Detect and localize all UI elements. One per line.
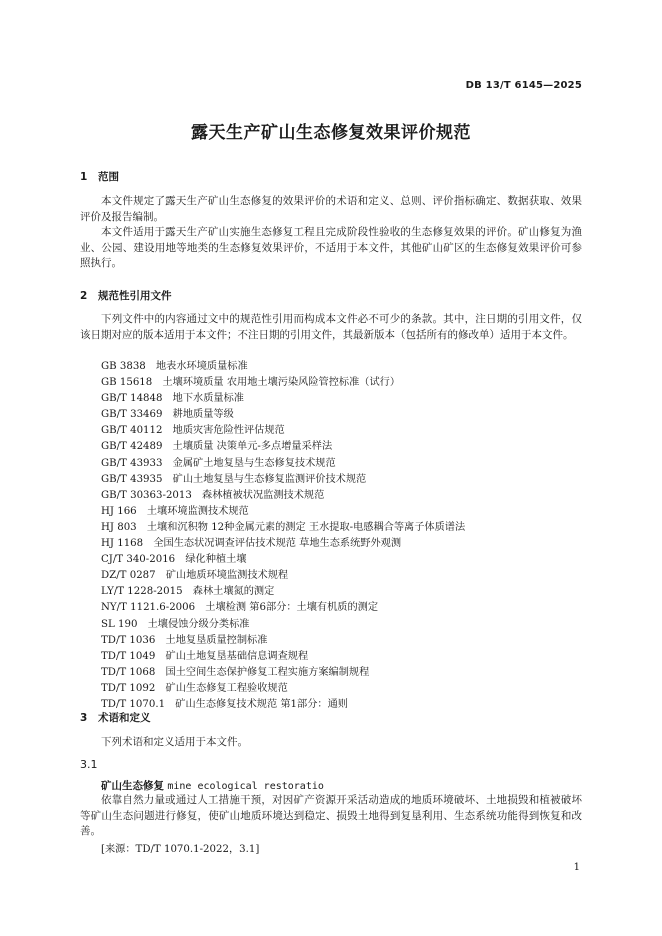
reference-item: NY/T 1121.6-2006 土壤检测 第6部分：土壤有机质的测定 — [101, 602, 379, 614]
term-name — [101, 778, 324, 793]
term-definition: 依靠自然力量或通过人工措施干预，对因矿产资源开采活动造成的地质环境破坏、土地损毁和植被破坏等矿山生态问题进行修复，使矿山地质环境达到稳定、损毁土地得到复垦利用、生态系统功能得到恢复和改善。 — [80, 794, 582, 837]
standard-code: DB 13/T 6145—2025 — [465, 80, 582, 91]
reference-item: GB/T 30363-2013 森林植被状况监测技术规范 — [101, 489, 325, 501]
document-title: 露天生产矿山生态修复效果评价规范 — [191, 123, 471, 143]
reference-item: HJ 803 土壤和沉积物 12种金属元素的测定 王水提取-电感耦合等离子体质谱法 — [101, 521, 466, 533]
section-2-number: 2 — [80, 290, 88, 302]
section-2-heading — [80, 288, 172, 303]
term-number: 3.1 — [80, 758, 98, 771]
reference-item: LY/T 1228-2015 森林土壤氮的测定 — [101, 586, 275, 598]
term-name-zh: 矿山生态修复 — [101, 780, 164, 792]
section-2-title: 规范性引用文件 — [98, 290, 172, 302]
reference-item: GB/T 33469 耕地质量等级 — [101, 409, 234, 421]
page-number: 1 — [573, 862, 580, 873]
reference-item: GB/T 43935 矿山土地复垦与生态修复监测评价技术规范 — [101, 473, 367, 485]
term-source: [来源：TD/T 1070.1-2022，3.1] — [101, 844, 260, 855]
section-1-title: 范围 — [98, 171, 119, 183]
reference-item: CJ/T 340-2016 绿化种植土壤 — [101, 554, 247, 566]
reference-item: HJ 1168 全国生态状况调查评估技术规范 草地生态系统野外观测 — [101, 538, 402, 550]
term-name-en: mine ecological restoratio — [167, 781, 324, 792]
section-1-heading — [80, 169, 119, 184]
reference-item: GB 3838 地表水环境质量标准 — [101, 361, 248, 372]
reference-item: TD/T 1070.1 矿山生态修复技术规范 第1部分：通则 — [101, 698, 348, 710]
section-3-number: 3 — [80, 712, 88, 724]
reference-item: HJ 166 土壤环境监测技术规范 — [101, 505, 249, 517]
reference-item: TD/T 1068 国土空间生态保护修复工程实施方案编制规程 — [101, 666, 370, 678]
reference-item: GB/T 43933 金属矿土地复垦与生态修复技术规范 — [101, 457, 336, 469]
reference-item: SL 190 土壤侵蚀分级分类标准 — [101, 618, 250, 630]
reference-item: GB/T 40112 地质灾害危险性评估规范 — [101, 425, 285, 437]
reference-item: DZ/T 0287 矿山地质环境监测技术规程 — [101, 570, 289, 582]
reference-list — [101, 359, 465, 713]
section-3-intro: 下列术语和定义适用于本文件。 — [101, 736, 248, 748]
section-2-intro: 下列文件中的内容通过文中的规范性引用而构成本文件必不可少的条款。其中，注日期的引用文件，仅该日期对应的版本适用于本文件；不注日期的引用文件，其最新版本（包括所有的修改单）适用于本文件。 — [80, 313, 582, 341]
section-3-title: 术语和定义 — [98, 712, 151, 724]
reference-item: GB/T 14848 地下水质量标准 — [101, 393, 244, 405]
section-1-paragraph-2: 本文件适用于露天生产矿山实施生态修复工程且完成阶段性验收的生态修复效果的评价。矿山修复为渔业、公园、建设用地等地类的生态修复效果评价，不适用于本文件，其他矿山矿区的生态修复效果评价可参照执行。 — [80, 226, 582, 269]
reference-item: TD/T 1049 矿山土地复垦基础信息调查规程 — [101, 650, 309, 662]
section-1-paragraph-1: 本文件规定了露天生产矿山生态修复的效果评价的术语和定义、总则、评价指标确定、数据获取、效果评价及报告编制。 — [80, 195, 582, 223]
reference-item: TD/T 1092 矿山生态修复工程验收规范 — [101, 682, 288, 694]
reference-item: TD/T 1036 土地复垦质量控制标准 — [101, 634, 268, 646]
reference-item: GB 15618 土壤环境质量 农用地土壤污染风险管控标准（试行） — [101, 377, 401, 389]
section-3-heading — [80, 710, 151, 725]
reference-item: GB/T 42489 土壤质量 决策单元-多点增量采样法 — [101, 441, 333, 453]
section-1-number: 1 — [80, 171, 88, 183]
